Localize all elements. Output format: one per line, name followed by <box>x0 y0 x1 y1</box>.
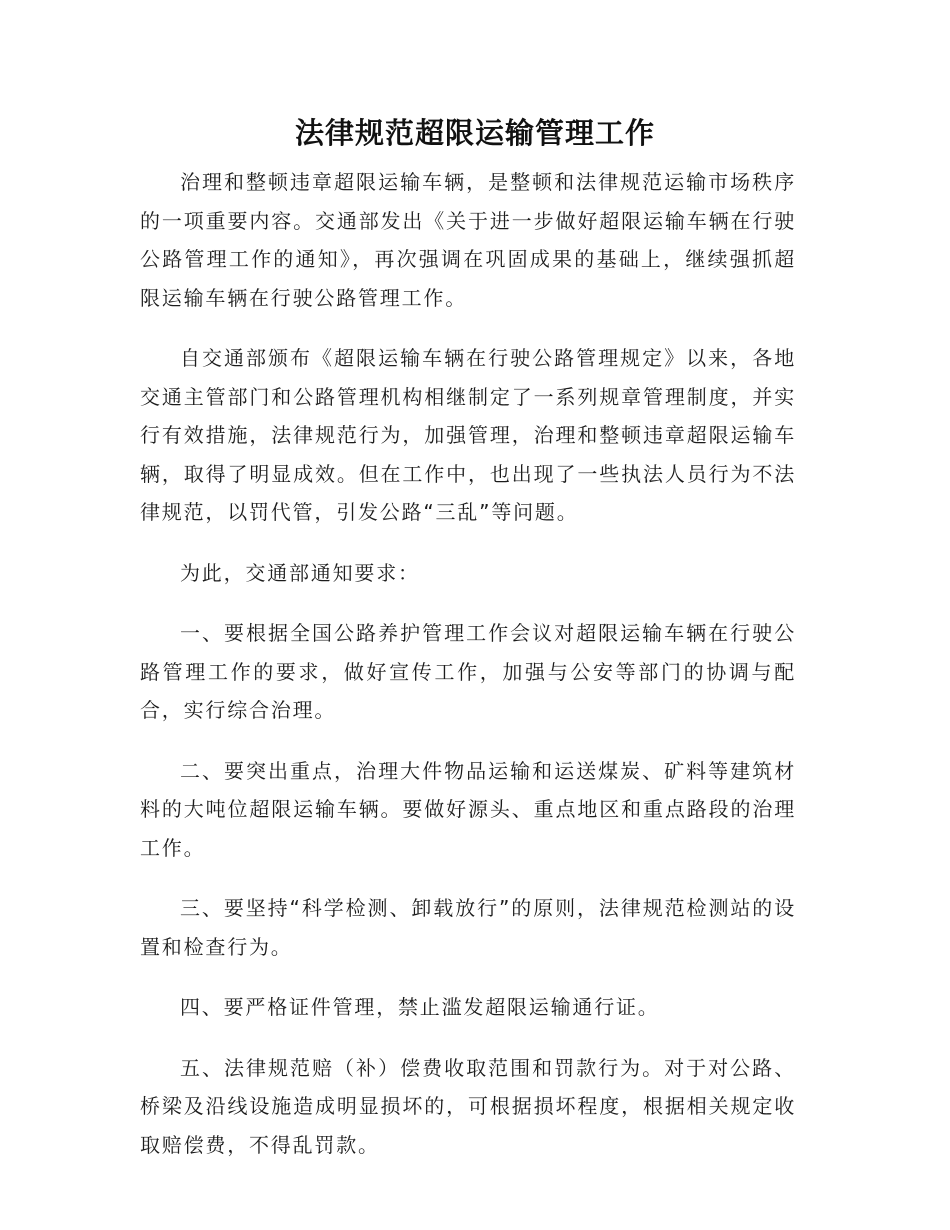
paragraph-item-5: 五、法律规范赔（补）偿费收取范围和罚款行为。对于对公路、桥梁及沿线设施造成明显损坏的，可根据损坏程度，根据相关规定收取赔偿费，不得乱罚款。 <box>140 1055 796 1157</box>
paragraph-item-2: 二、要突出重点，治理大件物品运输和运送煤炭、矿料等建筑材料的大吨位超限运输车辆。要做好源头、重点地区和重点路段的治理工作。 <box>140 758 796 860</box>
document-title: 法律规范超限运输管理工作 <box>294 116 655 150</box>
paragraph-background: 自交通部颁布《超限运输车辆在行驶公路管理规定》以来，各地交通主管部门和公路管理机构相继制定了一系列规章管理制度，并实行有效措施，法律规范行为，加强管理，治理和整顿违章超限运输车辆，取得了明显成效。但在工作中，也出现了一些执法人员行为不法律规范，以罚代管，引发公路“三乱”等问题。 <box>140 346 796 524</box>
paragraph-item-4: 四、要严格证件管理，禁止滥发超限运输通行证。 <box>180 995 660 1019</box>
paragraph-intro: 治理和整顿违章超限运输车辆，是整顿和法律规范运输市场秩序的一项重要内容。交通部发出《关于进一步做好超限运输车辆在行驶公路管理工作的通知》，再次强调在巩固成果的基础上，继续强抓超限运输车辆在行驶公路管理工作。 <box>140 170 796 310</box>
paragraph-requirements-lead: 为此，交通部通知要求： <box>180 560 420 585</box>
paragraph-item-1: 一、要根据全国公路养护管理工作会议对超限运输车辆在行驶公路管理工作的要求，做好宣传工作，加强与公安等部门的协调与配合，实行综合治理。 <box>140 621 796 722</box>
document-body <box>140 163 796 1186</box>
paragraph-item-3: 三、要坚持“科学检测、卸载放行”的原则，法律规范检测站的设置和检查行为。 <box>140 896 796 959</box>
